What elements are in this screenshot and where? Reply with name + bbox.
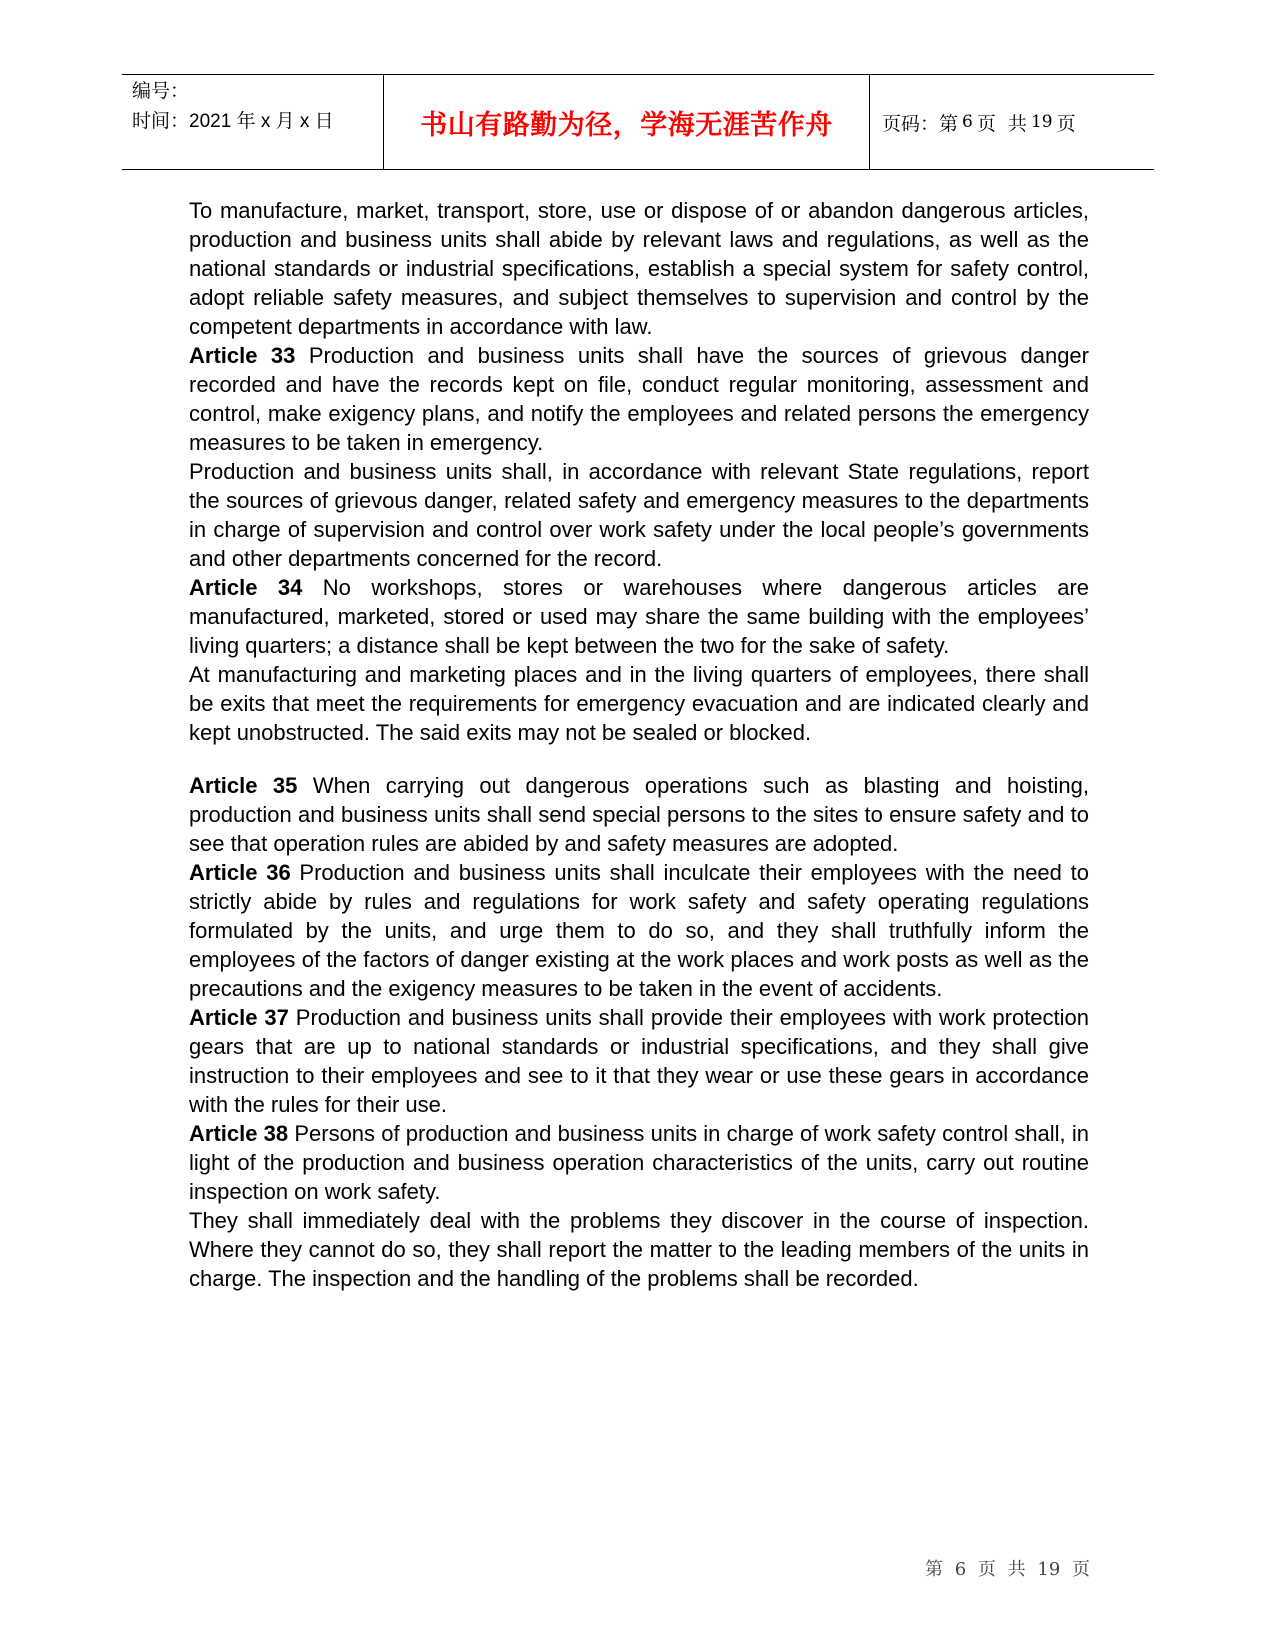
paragraph-gap bbox=[189, 747, 1089, 771]
article-label: Article 33 bbox=[189, 343, 296, 368]
page-suffix: 页 bbox=[1056, 112, 1076, 135]
article-label: Article 38 bbox=[189, 1121, 289, 1146]
paragraph: At manufacturing and marketing places and in the living quarters of employees, there shall be exits that meet the requirements for emergency evacuation and are indicated clearly and kept unobstructed. The said exits may not be sealed or blocked. bbox=[189, 662, 1089, 745]
paragraph: They shall immediately deal with the problems they discover in the course of inspection. Where they cannot do so, they shall report the matter to the leading members of the units in charge. The inspection and the handling of the problems shall be recorded. bbox=[189, 1208, 1089, 1291]
page-total: 19 bbox=[1030, 112, 1053, 132]
page-current: 6 bbox=[962, 112, 973, 132]
header-motto: 书山有路勤为径，学海无涯苦作舟 bbox=[420, 109, 833, 141]
paragraph: Production and business units shall, in accordance with relevant State regulations, report the sources of grievous danger, related safety and emergency measures to the departments in charge of supervision and control over work safety under the local people’s governments and other departments concerned for the record. bbox=[189, 459, 1089, 571]
page-header bbox=[122, 74, 1154, 170]
paragraph: To manufacture, market, transport, store, use or dispose of or abandon dangerous articles, production and business units shall abide by relevant laws and regulations, as well as the national standards or industrial specifications, establish a special system for safety control, adopt reliable safety measures, and subject themselves to supervision and control by the competent departments in accordance with law. bbox=[189, 198, 1089, 339]
article-38 bbox=[189, 1119, 1089, 1206]
article-35 bbox=[189, 771, 1089, 858]
article-37 bbox=[189, 1003, 1089, 1119]
document-time-label: 时间：2021 年 x 月 x 日 bbox=[132, 111, 334, 132]
page-prefix: 页码：第 bbox=[882, 112, 959, 135]
article-36 bbox=[189, 858, 1089, 1003]
article-text: Production and business units shall provide their employees with work protection gears that are up to national standards or industrial specifications, and they shall give instruction to their employees and see to it that they wear or use these gears in accordance with the rules for their use. bbox=[189, 1005, 1089, 1117]
document-body bbox=[189, 196, 1089, 1293]
article-text: Persons of production and business units in charge of work safety control shall, in light of the production and business operation characteristics of the units, carry out routine inspection on work safety. bbox=[189, 1121, 1089, 1204]
article-text: Production and business units shall have the sources of grievous danger recorded and have the records kept on file, conduct regular monitoring, assessment and control, make exigency plans, and notify the employees and related persons the emergency measures to be taken in emergency. bbox=[189, 343, 1089, 455]
article-label: Article 36 bbox=[189, 860, 291, 885]
article-label: Article 35 bbox=[189, 773, 298, 798]
article-34 bbox=[189, 573, 1089, 660]
page-mid: 页 共 bbox=[976, 112, 1027, 135]
article-text: When carrying out dangerous operations such as blasting and hoisting, production and business units shall send special persons to the sites to ensure safety and to see that operation rules are abided by and safety measures are adopted. bbox=[189, 773, 1089, 856]
document-number-label: 编号： bbox=[132, 81, 190, 102]
article-33 bbox=[189, 341, 1089, 457]
header-motto-cell bbox=[384, 75, 870, 169]
article-text: No workshops, stores or warehouses where dangerous articles are manufactured, marketed, stored or used may share the same building with the employees’ living quarters; a distance shall be kept between the two for the sake of safety. bbox=[189, 575, 1090, 658]
article-text: Production and business units shall inculcate their employees with the need to strictly abide by rules and regulations for work safety and safety operating regulations formulated by the units, and urge them to do so, and they shall truthfully inform the employees of the factors of danger existing at the work places and work posts as well as the precautions and the exigency measures to be taken in the event of accidents. bbox=[189, 860, 1089, 1001]
article-label: Article 37 bbox=[189, 1005, 289, 1030]
article-label: Article 34 bbox=[189, 575, 303, 600]
header-page-cell bbox=[870, 75, 1154, 169]
header-info-cell bbox=[122, 75, 384, 169]
page-footer: 第 6 页 共 19 页 bbox=[925, 1559, 1090, 1580]
